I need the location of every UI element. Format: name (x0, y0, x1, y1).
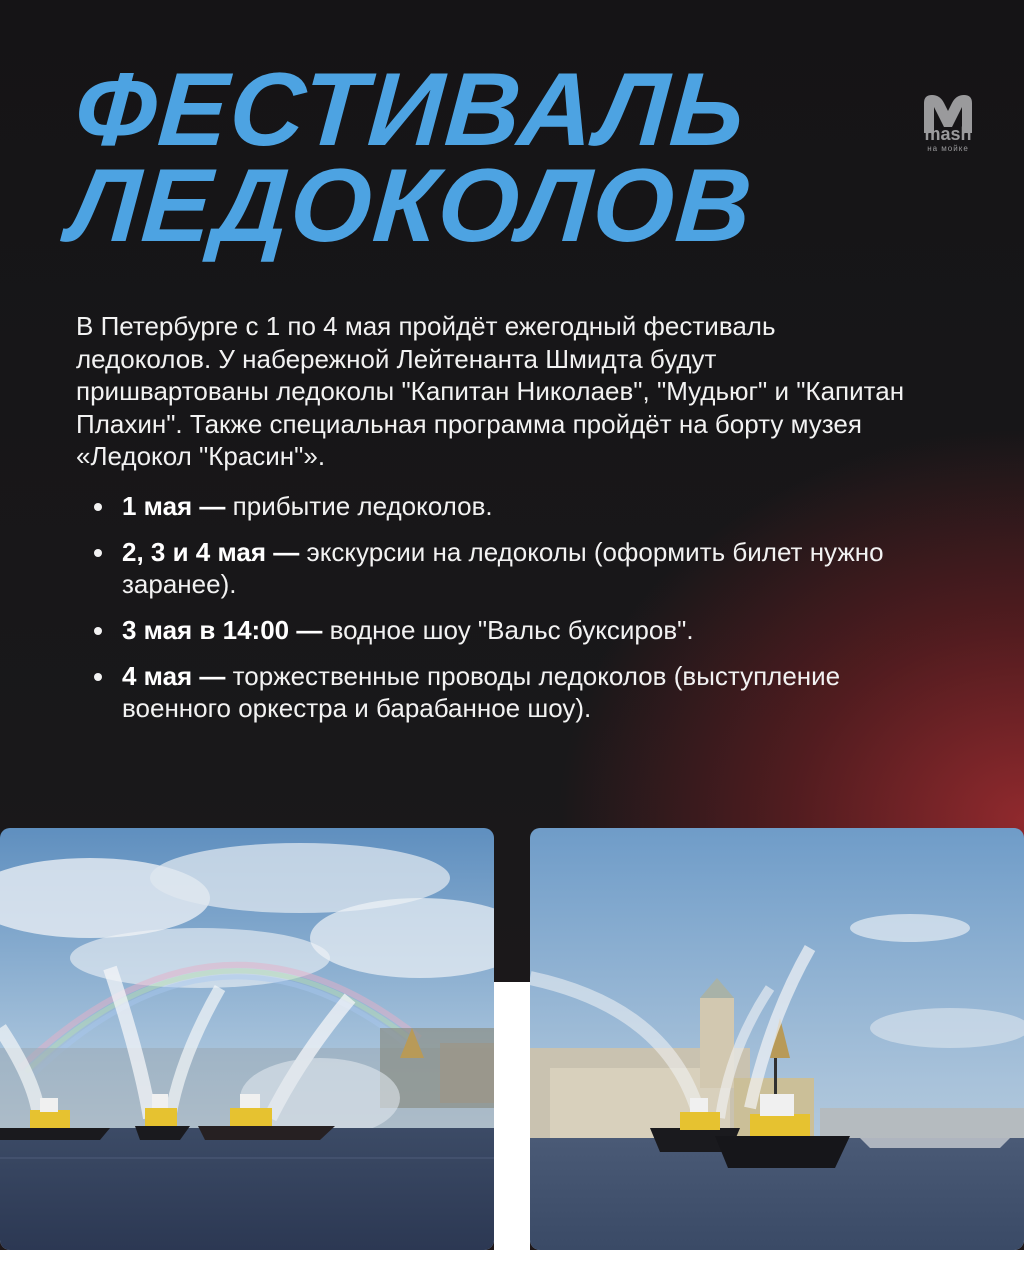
bullet-icon (94, 673, 102, 681)
photo-tugboats-kunstkamera (530, 828, 1024, 1250)
schedule-date: 3 мая в 14:00 — (122, 615, 323, 645)
bullet-icon (94, 503, 102, 511)
schedule-item (76, 536, 926, 600)
photo-tugboats-rainbow (0, 828, 494, 1250)
schedule-list (76, 490, 926, 738)
intro-text: В Петербурге с 1 по 4 мая пройдёт ежегодный фестиваль ледоколов. У набережной Лейтенанта Шмидта будут пришвартованы ледоколы "Капитан Николаев", "Мудьюг" и "Капитан Плахин". Также специальная программа пройдёт на борту музея «Ледокол "Красин"». (76, 311, 905, 471)
schedule-text: торжественные проводы ледоколов (выступление военного оркестра и барабанное шоу). (122, 661, 841, 723)
schedule-item (76, 614, 926, 646)
page-title (64, 52, 763, 264)
schedule-date: 2, 3 и 4 мая — (122, 537, 300, 567)
schedule-text: прибытие ледоколов. (225, 491, 493, 521)
schedule-date: 1 мая — (122, 491, 226, 521)
schedule-date: 4 мая — (122, 661, 226, 691)
brand-name: mash (924, 124, 972, 144)
schedule-item (76, 490, 926, 522)
schedule-text: водное шоу "Вальс буксиров". (322, 615, 694, 645)
brand-subtitle: на мойке (927, 144, 969, 153)
bottom-strip (0, 1250, 1024, 1280)
bullet-icon (94, 549, 102, 557)
bullet-icon (94, 627, 102, 635)
schedule-text: экскурсии на ледоколы (оформить билет нужно заранее). (122, 537, 884, 599)
schedule-item (76, 660, 926, 724)
white-divider (494, 982, 530, 1280)
title-line-1: ФЕСТИВАЛЬ (71, 52, 751, 168)
title-line-2: ЛЕДОКОЛОВ (64, 148, 758, 264)
